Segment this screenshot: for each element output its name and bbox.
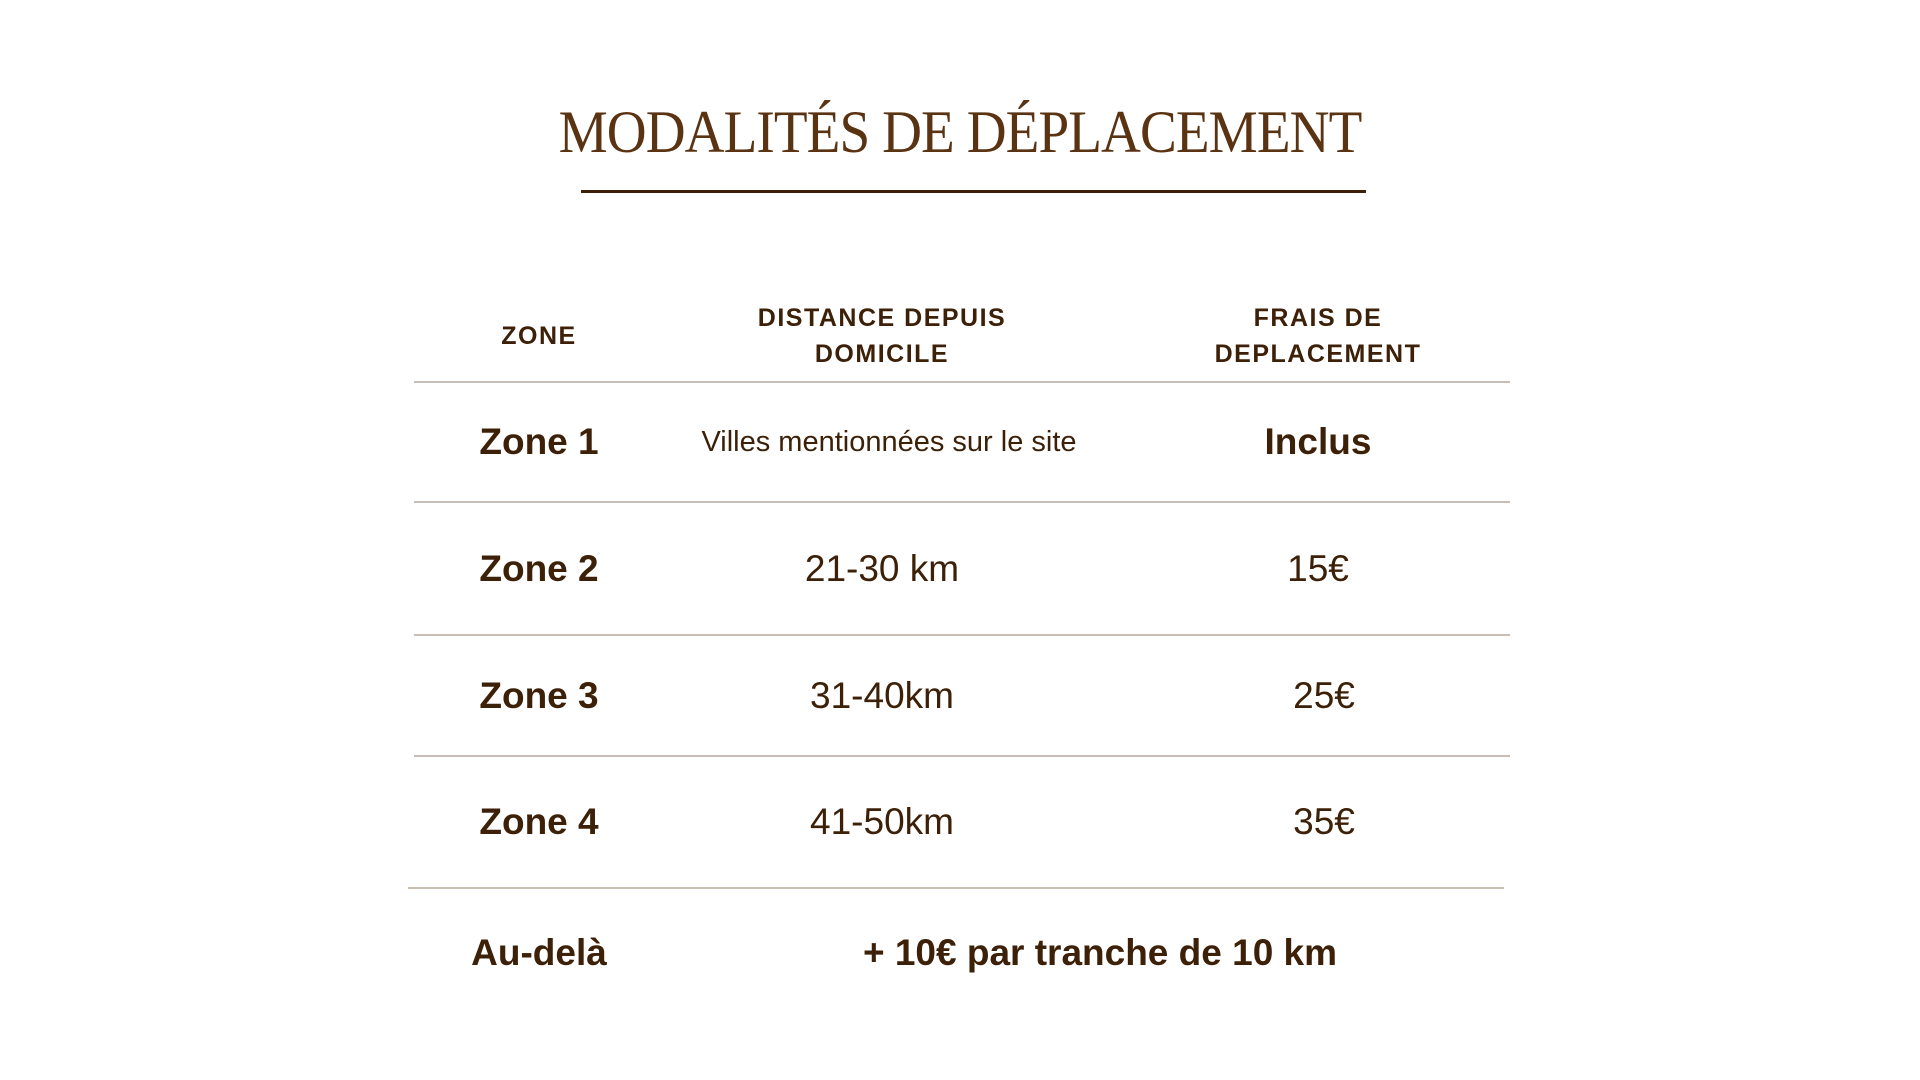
header-zone: ZONE bbox=[501, 322, 577, 350]
header-fees: FRAIS DE DEPLACEMENT bbox=[1214, 304, 1422, 368]
zone-cell: Au-delà bbox=[471, 932, 607, 973]
header-distance: DISTANCE DEPUIS DOMICILE bbox=[757, 304, 1007, 368]
table-row bbox=[414, 757, 1510, 887]
table-row bbox=[414, 503, 1510, 635]
table-row bbox=[414, 383, 1510, 501]
table-header-row bbox=[414, 290, 1510, 382]
zone-cell: Zone 2 bbox=[479, 548, 599, 589]
fee-cell: 25€ bbox=[1293, 675, 1355, 716]
distance-cell: 41-50km bbox=[810, 801, 954, 842]
fee-cell: Inclus bbox=[1264, 421, 1372, 462]
distance-cell: 31-40km bbox=[810, 675, 954, 716]
table-row-beyond bbox=[414, 889, 1510, 1017]
beyond-fee-cell: + 10€ par tranche de 10 km bbox=[862, 932, 1338, 973]
table-row bbox=[414, 636, 1510, 756]
zone-cell: Zone 3 bbox=[479, 675, 599, 716]
distance-cell: 21-30 km bbox=[804, 548, 960, 589]
title-underline bbox=[581, 190, 1366, 193]
fee-cell: 35€ bbox=[1293, 801, 1355, 842]
page-title: MODALITÉS DE DÉPLACEMENT bbox=[558, 99, 1362, 165]
distance-cell: Villes mentionnées sur le site bbox=[701, 425, 1077, 458]
zone-cell: Zone 4 bbox=[479, 801, 599, 842]
zone-cell: Zone 1 bbox=[479, 421, 599, 462]
fee-cell: 15€ bbox=[1287, 548, 1349, 589]
